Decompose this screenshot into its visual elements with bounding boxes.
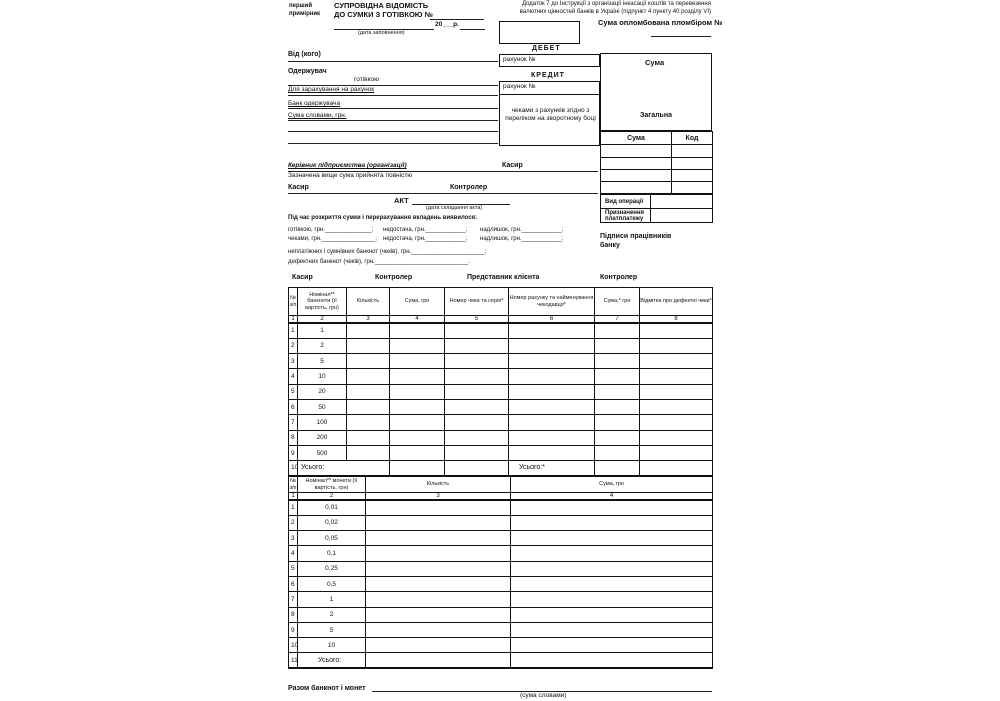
coin-header-sum: Сума, грн — [511, 477, 713, 493]
bn-total-sum[interactable] — [390, 461, 445, 476]
bn-total-sum2[interactable] — [595, 461, 640, 476]
bn-row-cell[interactable] — [595, 399, 640, 414]
bn-index: 7 — [595, 316, 640, 324]
bn-index: 8 — [640, 316, 713, 324]
table-row — [289, 515, 713, 530]
bn-row-cell[interactable] — [347, 430, 390, 445]
bn-row-cell[interactable] — [595, 323, 640, 338]
coin-row-n: 4 — [289, 546, 298, 561]
bn-index: 6 — [509, 316, 595, 324]
bn-row-n: 9 — [289, 445, 298, 460]
credit-account-label: рахунок № — [503, 83, 536, 90]
bn-row-cell[interactable] — [509, 354, 595, 369]
coin-row-nominal: 0,05 — [298, 531, 366, 546]
appendix-note: Додаток 7 до Інструкції з організації інкасації коштів та перевезення валютних цінностей банків в Україні (підпункт 4 пункту 40 розділу VI) — [519, 1, 711, 15]
cash-row: готівкою, грн.______________; — [288, 227, 374, 233]
bn-row-n: 4 — [289, 369, 298, 384]
table-row — [289, 323, 713, 338]
bn-row-nominal: 200 — [298, 430, 347, 445]
bn-row-cell[interactable] — [445, 369, 509, 384]
code-cell[interactable] — [672, 145, 713, 158]
code-cell[interactable] — [672, 182, 713, 194]
code-cell[interactable] — [672, 158, 713, 170]
table-row — [289, 638, 713, 653]
bn-row-cell[interactable] — [390, 415, 445, 430]
coin-row-n: 5 — [289, 561, 298, 576]
coin-row-n: 1 — [289, 500, 298, 515]
coin-row-sum[interactable] — [511, 515, 713, 530]
coin-row-n: 9 — [289, 622, 298, 637]
coin-total-n: 11 — [289, 653, 298, 668]
bn-row-nominal: 100 — [298, 415, 347, 430]
form-title: СУПРОВІДНА ВІДОМІСТЬ — [334, 1, 429, 10]
bn-row-nominal: 2 — [298, 338, 347, 353]
coin-header-n: № з/п — [289, 478, 297, 491]
table-row — [289, 500, 713, 515]
act-caption: (дата складання акта) — [426, 205, 483, 211]
bn-header-sum: Сума, грн — [390, 288, 445, 316]
table-row — [289, 592, 713, 607]
coin-row-sum[interactable] — [511, 607, 713, 622]
bn-total-cell[interactable] — [640, 461, 713, 476]
cash-label: готівкою — [354, 76, 379, 83]
credit-label: КРЕДИТ — [531, 72, 565, 79]
found-label: Під час розкриття сумки і перерахування вкладень виявилося: — [288, 215, 478, 221]
bn-header-defect: Відмітка про дефектні чеки* — [640, 288, 713, 316]
code-cell[interactable] — [672, 170, 713, 182]
coin-row-qty[interactable] — [366, 531, 511, 546]
bn-row-cell[interactable] — [509, 430, 595, 445]
payer-purpose-label: Призначення платплатежу — [601, 209, 651, 223]
coin-total-sum[interactable] — [511, 653, 713, 668]
sum-cell[interactable] — [601, 145, 672, 158]
bn-index: 2 — [298, 316, 347, 324]
head-label: Керівник підприємства (організації) — [288, 162, 407, 169]
table-row — [289, 415, 713, 430]
bn-total-n: 10 — [289, 461, 298, 476]
counterfeit-row: неплатіжних і сумнівних банкнот (чеків), грн.______________________; — [288, 249, 487, 255]
sum-cell[interactable] — [601, 182, 672, 194]
coin-row-qty[interactable] — [366, 638, 511, 653]
sum-label: Сума — [645, 58, 665, 67]
op-type-label: Вид операції — [601, 195, 651, 209]
credit-account-label: Для зарахування на рахунок — [288, 86, 375, 93]
bn-row-cell[interactable] — [509, 399, 595, 414]
bn-row-n: 1 — [289, 323, 298, 338]
coin-row-sum[interactable] — [511, 531, 713, 546]
table-row — [289, 369, 713, 384]
bn-row-n: 7 — [289, 415, 298, 430]
bn-row-cell[interactable] — [640, 323, 713, 338]
bn-row-cell[interactable] — [347, 415, 390, 430]
bn-total-label: Усього: — [298, 461, 390, 476]
receiver-label: Одержувач — [288, 68, 327, 75]
sealed-amount-label: Сума опломбована пломбіром № — [598, 18, 723, 27]
bn-row-cell[interactable] — [509, 323, 595, 338]
bn-row-cell[interactable] — [595, 445, 640, 460]
table-row — [289, 607, 713, 622]
sum-cell[interactable] — [601, 158, 672, 170]
coin-row-qty[interactable] — [366, 576, 511, 591]
bn-row-cell[interactable] — [640, 354, 713, 369]
sig-controller: Контролер — [375, 274, 413, 281]
debit-label: ДЕБЕТ — [532, 45, 561, 52]
form-title-number: ДО СУМКИ З ГОТІВКОЮ № — [334, 10, 433, 19]
cashier-top-label: Касир — [502, 162, 523, 169]
bn-row-cell[interactable] — [347, 323, 390, 338]
coin-row-sum[interactable] — [511, 622, 713, 637]
table-row — [289, 399, 713, 414]
bn-row-cell[interactable] — [595, 384, 640, 399]
coin-row-qty[interactable] — [366, 592, 511, 607]
bn-row-cell[interactable] — [509, 445, 595, 460]
bn-row-cell[interactable] — [595, 338, 640, 353]
date-year: 20___р. — [435, 21, 459, 28]
coin-row-sum[interactable] — [511, 546, 713, 561]
coin-row-qty[interactable] — [366, 546, 511, 561]
bn-total-cell[interactable] — [445, 461, 509, 476]
debit-account-label: рахунок № — [503, 56, 536, 63]
controller-label: Контролер — [450, 184, 488, 191]
bank-signatures-label: Підписи працівників банку — [600, 233, 672, 249]
coin-row-qty[interactable] — [366, 561, 511, 576]
bn-row-nominal: 10 — [298, 369, 347, 384]
operation-table — [600, 194, 713, 223]
from-label: Від (кого) — [288, 51, 321, 58]
bag-number-box[interactable] — [499, 21, 580, 44]
bn-header-check-no: Номер чека та серія* — [445, 288, 509, 316]
shortage-checks: недостача, грн.____________; — [383, 236, 468, 242]
sum-code-table — [600, 131, 713, 194]
checks-row: чеками, грн.________________; — [288, 236, 377, 242]
total-label: Загальна — [640, 112, 672, 119]
coin-row-sum[interactable] — [511, 638, 713, 653]
bn-row-cell[interactable] — [640, 384, 713, 399]
bn-row-n: 5 — [289, 384, 298, 399]
defective-row: дефектних банкнот (чеків), грн.____________________________. — [288, 259, 470, 265]
date-caption: (дата заповнення) — [358, 30, 405, 36]
accepted-note: Зазначена вище сума прийнята повністю — [288, 172, 413, 179]
bn-header-n: № з/п — [289, 288, 298, 316]
bn-header-nominal: Номінал** банкноти (її вартість, грн) — [298, 288, 347, 316]
bn-row-cell[interactable] — [347, 399, 390, 414]
bn-row-cell[interactable] — [640, 338, 713, 353]
bn-index: 5 — [445, 316, 509, 324]
coin-row-n: 3 — [289, 531, 298, 546]
bn-row-cell[interactable] — [595, 415, 640, 430]
bn-total-label-2: Усього:* — [509, 461, 595, 476]
checks-note: чеками з рахунків згідно з переліком на зворотному боці — [505, 107, 596, 122]
bn-row-cell[interactable] — [390, 399, 445, 414]
coin-row-nominal: 0,25 — [298, 561, 366, 576]
coin-row-n: 8 — [289, 607, 298, 622]
bn-row-cell[interactable] — [347, 338, 390, 353]
bn-row-cell[interactable] — [509, 384, 595, 399]
amount-words-label: Сума словами, грн. — [288, 112, 347, 119]
bn-row-n: 8 — [289, 430, 298, 445]
banknotes-table — [288, 287, 713, 477]
bn-row-cell[interactable] — [445, 399, 509, 414]
total-words-label: Разом банкнот і монет — [288, 685, 366, 692]
bn-row-cell[interactable] — [390, 430, 445, 445]
bn-row-cell[interactable] — [595, 430, 640, 445]
coin-index: 3 — [366, 493, 511, 501]
sig-client: Представник клієнта — [467, 274, 540, 281]
coin-total-label: Усього: — [298, 653, 366, 668]
coin-row-nominal: 0,1 — [298, 546, 366, 561]
bn-index: 4 — [390, 316, 445, 324]
bn-index: 1 — [289, 316, 298, 324]
payer-purpose-cell[interactable] — [651, 209, 713, 223]
bn-index: 3 — [347, 316, 390, 324]
coin-row-nominal: 2 — [298, 607, 366, 622]
coin-row-nominal: 0,02 — [298, 515, 366, 530]
coin-row-sum[interactable] — [511, 576, 713, 591]
bn-header-account: Номер рахунку та найменування чекодавця* — [509, 288, 595, 316]
coin-row-qty[interactable] — [366, 607, 511, 622]
surplus-checks: надлишок, грн.____________; — [480, 236, 564, 242]
table-row — [289, 622, 713, 637]
sig-cashier: Касир — [292, 274, 313, 281]
bn-row-cell[interactable] — [595, 369, 640, 384]
bn-row-n: 3 — [289, 354, 298, 369]
coin-row-qty[interactable] — [366, 515, 511, 530]
bn-row-cell[interactable] — [347, 445, 390, 460]
bn-row-cell[interactable] — [390, 323, 445, 338]
coin-header-nominal: Номінал** монети (її вартість, грн) — [298, 477, 366, 493]
bn-row-cell[interactable] — [640, 415, 713, 430]
coin-index: 4 — [511, 493, 713, 501]
bn-row-cell[interactable] — [347, 369, 390, 384]
bn-row-cell[interactable] — [390, 369, 445, 384]
table-row — [289, 561, 713, 576]
cashier-label: Касир — [288, 184, 309, 191]
bn-row-cell[interactable] — [445, 338, 509, 353]
sum-col-header: Сума — [601, 132, 672, 145]
table-row — [289, 354, 713, 369]
coin-row-sum[interactable] — [511, 561, 713, 576]
bn-row-cell[interactable] — [509, 415, 595, 430]
shortage-cash: недостача, грн.____________; — [383, 227, 468, 233]
first-copy-label: перший примірник — [289, 3, 321, 17]
coin-header-qty: Кількість — [366, 477, 511, 493]
code-col-header: Код — [672, 132, 713, 145]
total-words-caption: (сума словами) — [520, 692, 567, 699]
bn-row-cell[interactable] — [347, 384, 390, 399]
coin-row-nominal: 1 — [298, 592, 366, 607]
table-row — [289, 430, 713, 445]
coin-row-sum[interactable] — [511, 500, 713, 515]
bn-row-nominal: 20 — [298, 384, 347, 399]
coin-row-qty[interactable] — [366, 500, 511, 515]
coin-index: 1 — [289, 493, 298, 501]
table-row — [289, 531, 713, 546]
bn-row-cell[interactable] — [640, 445, 713, 460]
table-row — [289, 338, 713, 353]
bn-row-cell[interactable] — [347, 354, 390, 369]
bn-row-cell[interactable] — [595, 354, 640, 369]
coin-total-qty[interactable] — [366, 653, 511, 668]
bn-row-cell[interactable] — [640, 430, 713, 445]
coin-row-n: 2 — [289, 515, 298, 530]
coin-row-nominal: 0,5 — [298, 576, 366, 591]
bn-row-nominal: 50 — [298, 399, 347, 414]
bn-row-cell[interactable] — [390, 354, 445, 369]
coin-row-qty[interactable] — [366, 622, 511, 637]
coin-row-n: 7 — [289, 592, 298, 607]
coin-row-nominal: 5 — [298, 622, 366, 637]
coin-row-sum[interactable] — [511, 592, 713, 607]
table-row — [289, 445, 713, 460]
coin-row-n: 10 — [289, 638, 298, 653]
table-row — [289, 576, 713, 591]
bn-row-cell[interactable] — [445, 323, 509, 338]
bn-row-nominal: 500 — [298, 445, 347, 460]
bn-header-sum2: Сума,* грн — [595, 288, 640, 316]
bn-row-cell[interactable] — [445, 430, 509, 445]
bn-row-cell[interactable] — [640, 369, 713, 384]
table-row — [289, 384, 713, 399]
bn-row-nominal: 1 — [298, 323, 347, 338]
bn-row-nominal: 5 — [298, 354, 347, 369]
receiver-bank-label: Банк одержувача — [288, 100, 341, 107]
bn-row-cell[interactable] — [509, 338, 595, 353]
bn-row-n: 6 — [289, 399, 298, 414]
coins-table — [288, 476, 713, 669]
coin-row-n: 6 — [289, 576, 298, 591]
sig-controller-2: Контролер — [600, 274, 638, 281]
bn-row-cell[interactable] — [390, 445, 445, 460]
bn-row-n: 2 — [289, 338, 298, 353]
table-row — [289, 546, 713, 561]
surplus-cash: надлишок, грн.____________; — [480, 227, 564, 233]
op-type-cell[interactable] — [651, 195, 713, 209]
coin-row-nominal: 10 — [298, 638, 366, 653]
bn-row-cell[interactable] — [445, 354, 509, 369]
coin-row-nominal: 0,01 — [298, 500, 366, 515]
bn-header-qty: Кількість — [347, 288, 390, 316]
bn-row-cell[interactable] — [390, 338, 445, 353]
bn-row-cell[interactable] — [445, 445, 509, 460]
bn-row-cell[interactable] — [509, 369, 595, 384]
bn-row-cell[interactable] — [640, 399, 713, 414]
coin-index: 2 — [298, 493, 366, 501]
bn-row-cell[interactable] — [445, 415, 509, 430]
bn-row-cell[interactable] — [390, 384, 445, 399]
sum-cell[interactable] — [601, 170, 672, 182]
bn-row-cell[interactable] — [445, 384, 509, 399]
act-label: АКТ — [394, 196, 409, 205]
